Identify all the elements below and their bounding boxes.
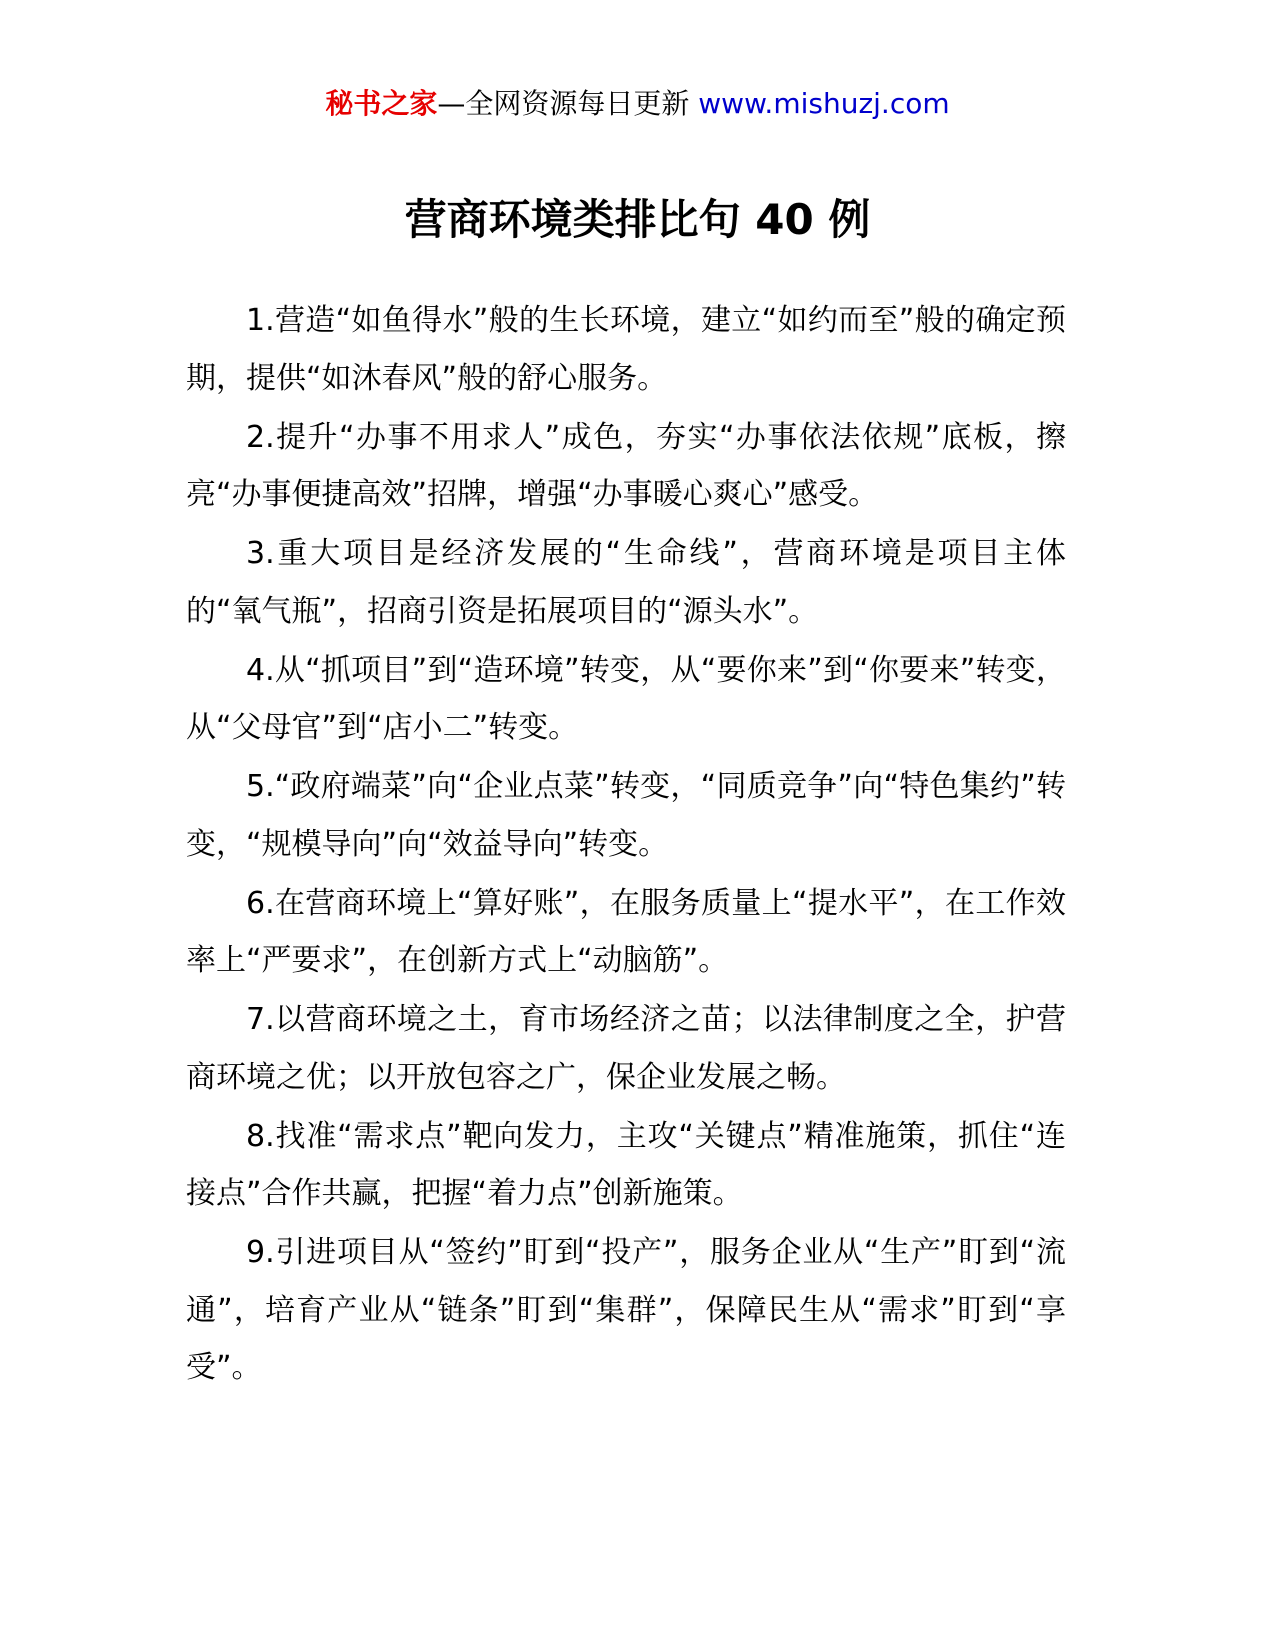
paragraph-7: 7.以营商环境之土，育市场经济之苗；以法律制度之全，护营商环境之优；以开放包容之广，保企业发展之畅。 bbox=[186, 1002, 1066, 1095]
paragraph-8: 8.找准“需求点”靶向发力，主攻“关键点”精准施策，抓住“连接点”合作共赢，把握“着力点”创新施策。 bbox=[186, 1118, 1066, 1211]
document-title: 营商环境类排比句 40 例 bbox=[404, 195, 871, 244]
paragraph-6: 6.在营商环境上“算好账”，在服务质量上“提水平”，在工作效率上“严要求”，在创新方式上“动脑筋”。 bbox=[186, 885, 1066, 978]
paragraph-4: 4.从“抓项目”到“造环境”转变，从“要你来”到“你要来”转变，从“父母官”到“店小二”转变。 bbox=[186, 652, 1066, 745]
site-url-link[interactable]: www.mishuzj.com bbox=[698, 87, 950, 120]
paragraph-1: 1.营造“如鱼得水”般的生长环境，建立“如约而至”般的确定预期，提供“如沐春风”般的舒心服务。 bbox=[186, 303, 1066, 396]
paragraph-9: 9.引进项目从“签约”盯到“投产”，服务企业从“生产”盯到“流通”，培育产业从“链条”盯到“集群”，保障民生从“需求”盯到“享受”。 bbox=[186, 1235, 1066, 1385]
paragraph-3: 3.重大项目是经济发展的“生命线”，营商环境是项目主体的“氧气瓶”，招商引资是拓展项目的“源头水”。 bbox=[186, 536, 1066, 629]
paragraph-5: 5.“政府端菜”向“企业点菜”转变，“同质竞争”向“特色集约”转变，“规模导向”向“效益导向”转变。 bbox=[186, 769, 1066, 862]
header-tagline: —全网资源每日更新 bbox=[437, 87, 699, 120]
header-banner bbox=[0, 84, 1275, 124]
document-body bbox=[186, 292, 1066, 1398]
paragraph-2: 2.提升“办事不用求人”成色，夯实“办事依法依规”底板，擦亮“办事便捷高效”招牌，增强“办事暖心爽心”感受。 bbox=[186, 419, 1066, 512]
brand-name: 秘书之家 bbox=[325, 87, 438, 120]
